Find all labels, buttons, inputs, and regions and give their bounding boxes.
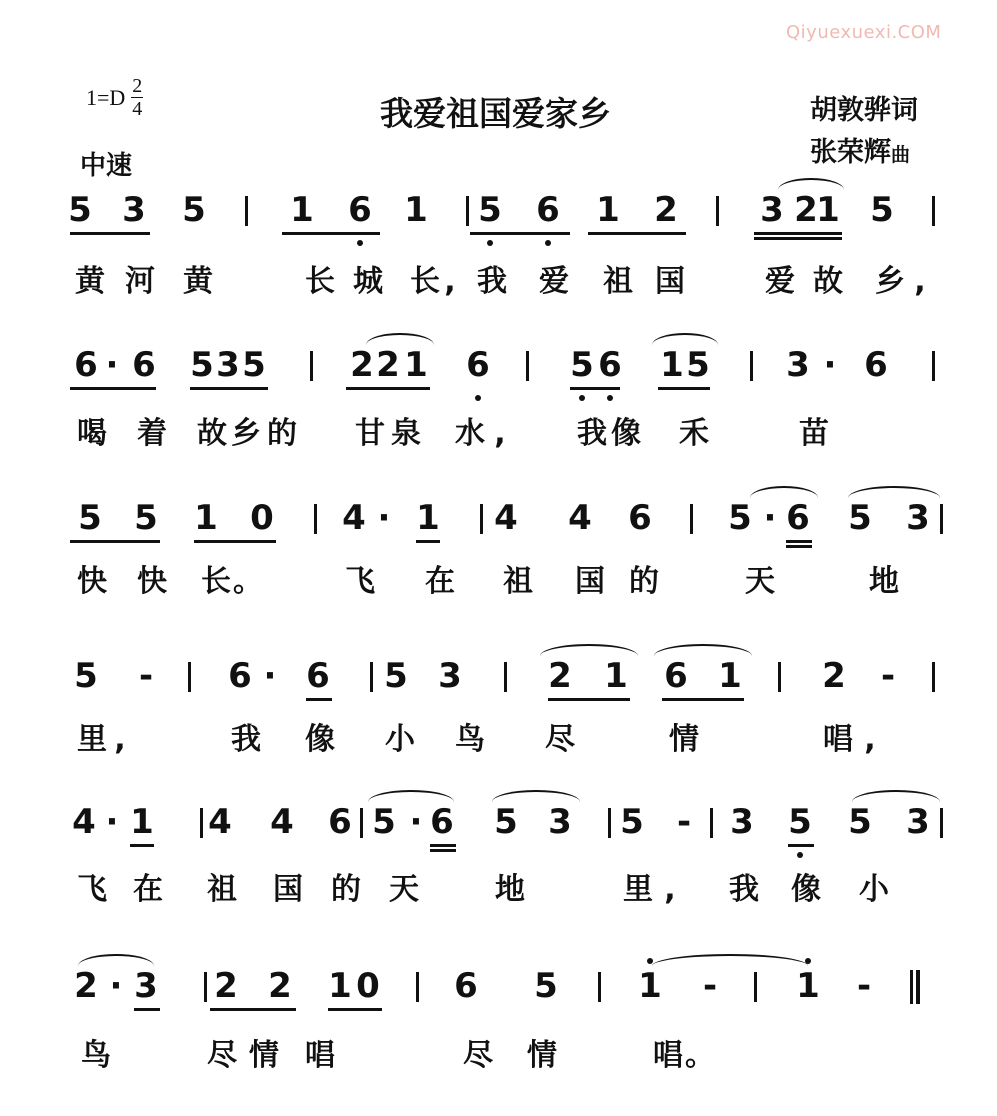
note: 3 (786, 345, 810, 385)
note: 6 (348, 190, 372, 230)
score-line-1 (70, 190, 950, 246)
note: 0 (250, 498, 274, 538)
lyric-char: 。 (233, 564, 263, 599)
hold-dash: - (676, 802, 692, 842)
note: 5 (242, 345, 266, 385)
beam-underline (662, 698, 744, 701)
note: 1 (638, 966, 662, 1006)
note: 6 (628, 498, 652, 538)
hold-dash: - (856, 966, 872, 1006)
note: 1 (194, 498, 218, 538)
beam-underline (306, 698, 332, 701)
lyric-char: 地 (869, 564, 899, 599)
note: 4 (208, 802, 232, 842)
beam-underline (754, 237, 842, 240)
note: 5 (570, 345, 594, 385)
dotted-rhythm: · (377, 498, 391, 538)
barline (608, 808, 611, 838)
lyricist-name: 胡敦骅 (810, 95, 891, 126)
note: 2 (214, 966, 238, 1006)
hold-dash: - (880, 656, 896, 696)
lyric-char: 像 (611, 416, 641, 451)
time-signature-top: 2 (132, 75, 143, 97)
note: 4 (568, 498, 592, 538)
note: 5 (534, 966, 558, 1006)
score-line-6 (70, 966, 950, 1022)
note: 2 (350, 345, 374, 385)
note: 2 (376, 345, 400, 385)
lyric-char: 的 (629, 564, 659, 599)
hold-dash: - (138, 656, 154, 696)
beam-underline (210, 1008, 296, 1011)
barline (360, 808, 363, 838)
beam-underline (588, 232, 686, 235)
lyric-char: 祖 (207, 872, 237, 907)
dotted-rhythm: · (263, 656, 277, 696)
slur-arc (652, 333, 718, 345)
barline (754, 972, 757, 1002)
song-title: 我爱祖国爱家乡 (380, 94, 611, 133)
lyric-char: 故 (813, 264, 843, 299)
note: 6 (598, 345, 622, 385)
note: 5 (848, 802, 872, 842)
barline (778, 662, 781, 692)
beam-underline (194, 540, 276, 543)
beam-underline (416, 540, 440, 543)
note: 3 (548, 802, 572, 842)
lyric-char: 情 (527, 1038, 557, 1073)
note: 3 (906, 802, 930, 842)
lyric-char: 在 (133, 872, 163, 907)
lyric-char: 我 (577, 416, 607, 451)
note: 6 (864, 345, 888, 385)
lyric-char: 尽 (463, 1038, 493, 1073)
lyric-char: 黄 (183, 264, 213, 299)
beam-underline (788, 844, 814, 847)
barline (188, 662, 191, 692)
lyric-char: 我 (729, 872, 759, 907)
lyric-char: 苗 (799, 416, 829, 451)
beam-underline (282, 232, 380, 235)
lower-octave-dot (357, 240, 363, 246)
lyric-char: , (444, 264, 456, 299)
lyric-char: 黄 (75, 264, 105, 299)
lyricist-suffix: 词 (891, 95, 918, 126)
lyric-char: 唱 (653, 1038, 683, 1073)
beam-underline (70, 232, 150, 235)
note: 6 (132, 345, 156, 385)
lower-octave-dot (607, 395, 613, 401)
note: 3 (216, 345, 240, 385)
note: 6 (536, 190, 560, 230)
lyric-line-1 (70, 262, 950, 302)
barline (480, 504, 483, 534)
note: 1 (130, 802, 154, 842)
note: 0 (356, 966, 380, 1006)
slur-arc (654, 644, 752, 656)
note: 5 (182, 190, 206, 230)
lyric-char: 小 (385, 722, 415, 757)
composer-credit (810, 130, 910, 169)
beam-underline (470, 232, 570, 235)
note: 1 (416, 498, 440, 538)
lower-octave-dot (545, 240, 551, 246)
note: 6 (664, 656, 688, 696)
barline (716, 196, 719, 226)
lyric-char: 河 (125, 264, 155, 299)
note: 2 (822, 656, 846, 696)
lyric-char: 鸟 (455, 722, 485, 757)
lyric-line-6 (70, 1036, 950, 1076)
dotted-rhythm: · (409, 802, 423, 842)
beam-underline (70, 540, 160, 543)
note: 6 (430, 802, 454, 842)
beam-underline (346, 387, 430, 390)
note: 6 (328, 802, 352, 842)
slur-arc (368, 790, 454, 802)
composer-name: 张荣辉 (810, 137, 891, 168)
note: 5 (74, 656, 98, 696)
note: 2 (548, 656, 572, 696)
time-signature-bottom: 4 (132, 98, 143, 120)
lyric-char: 小 (859, 872, 889, 907)
note: 6 (306, 656, 330, 696)
lyric-char: 泉 (391, 416, 421, 451)
dotted-rhythm: · (823, 345, 837, 385)
slur-arc (852, 790, 940, 802)
beam-underline (754, 232, 842, 235)
lyric-char: 禾 (679, 416, 709, 451)
beam-underline (430, 844, 456, 847)
note: 6 (74, 345, 98, 385)
dotted-rhythm: · (105, 345, 119, 385)
barline (932, 196, 935, 226)
slur-arc (778, 178, 844, 190)
barline (245, 196, 248, 226)
note: 1 (796, 966, 820, 1006)
note: 2 (268, 966, 292, 1006)
key-signature (86, 76, 143, 119)
lyric-line-3 (70, 562, 950, 602)
note: 5 (78, 498, 102, 538)
lyric-char: 乡 (875, 264, 905, 299)
barline (940, 808, 943, 838)
barline (370, 662, 373, 692)
note: 5 (728, 498, 752, 538)
note: 2 (794, 190, 818, 230)
note: 5 (68, 190, 92, 230)
note: 1 (660, 345, 684, 385)
lyric-char: 乡 (231, 416, 261, 451)
lyric-char: 国 (273, 872, 303, 907)
barline (504, 662, 507, 692)
note: 5 (870, 190, 894, 230)
lyric-char: 喝 (77, 416, 107, 451)
beam-underline (130, 844, 154, 847)
dotted-rhythm: · (763, 498, 777, 538)
note: 1 (816, 190, 840, 230)
score-line-4 (70, 656, 950, 712)
barline (204, 972, 207, 1002)
beam-underline (548, 698, 630, 701)
lyric-char: 甘 (355, 416, 385, 451)
lyric-char: 快 (137, 564, 167, 599)
note: 1 (604, 656, 628, 696)
barline (466, 196, 469, 226)
lyric-char: 尽 (207, 1038, 237, 1073)
slur-arc (750, 486, 818, 498)
lyric-char: 爱 (765, 264, 795, 299)
note: 5 (848, 498, 872, 538)
slur-arc (492, 790, 580, 802)
key-label: 1=D (86, 84, 126, 110)
lyric-char: 故 (197, 416, 227, 451)
lower-octave-dot (475, 395, 481, 401)
note: 4 (72, 802, 96, 842)
beam-underline (430, 849, 456, 852)
lyric-char: 情 (669, 722, 699, 757)
beam-underline (658, 387, 710, 390)
lower-octave-dot (579, 395, 585, 401)
barline (932, 662, 935, 692)
note: 4 (270, 802, 294, 842)
lower-octave-dot (797, 852, 803, 858)
lyric-char: 唱 (823, 722, 853, 757)
lyric-char: 在 (425, 564, 455, 599)
barline (932, 351, 935, 381)
barline (416, 972, 419, 1002)
beam-underline (786, 540, 812, 543)
note: 5 (494, 802, 518, 842)
lyric-char: 天 (389, 872, 419, 907)
note: 5 (190, 345, 214, 385)
note: 1 (328, 966, 352, 1006)
score-line-5 (70, 802, 950, 858)
lyric-char: 飞 (77, 872, 107, 907)
slur-arc (848, 486, 940, 498)
note: 2 (654, 190, 678, 230)
barline (940, 504, 943, 534)
note: 2 (74, 966, 98, 1006)
score-line-2 (70, 345, 950, 401)
composer-suffix: 曲 (891, 144, 911, 166)
lyric-char: 像 (791, 872, 821, 907)
barline (200, 808, 203, 838)
lyric-char: 的 (267, 416, 297, 451)
lyric-char: 祖 (503, 564, 533, 599)
lyric-char: , (914, 264, 926, 299)
note: 6 (786, 498, 810, 538)
lyric-char: , (114, 722, 126, 757)
lyric-line-5 (70, 870, 950, 910)
note: 3 (760, 190, 784, 230)
score-line-3 (70, 498, 950, 554)
beam-underline (786, 545, 812, 548)
lyric-char: , (864, 722, 876, 757)
lyric-line-4 (70, 720, 950, 760)
note: 5 (788, 802, 812, 842)
note: 5 (620, 802, 644, 842)
note: 5 (372, 802, 396, 842)
dotted-rhythm: · (109, 966, 123, 1006)
note: 1 (290, 190, 314, 230)
lower-octave-dot (487, 240, 493, 246)
lyric-char: 里 (623, 872, 653, 907)
note: 3 (122, 190, 146, 230)
note: 3 (438, 656, 462, 696)
lyric-char: 像 (305, 722, 335, 757)
slur-arc (366, 333, 434, 345)
lyric-line-2 (70, 414, 950, 454)
note: 3 (730, 802, 754, 842)
beam-underline (570, 387, 620, 390)
lyric-char: 地 (495, 872, 525, 907)
lyric-char: 天 (745, 564, 775, 599)
lyric-char: 快 (77, 564, 107, 599)
slur-arc (78, 954, 154, 966)
lyricist-credit (810, 88, 918, 127)
watermark-text: Qiyuexuexi.COM (786, 22, 942, 43)
note: 1 (404, 345, 428, 385)
note: 6 (466, 345, 490, 385)
beam-underline (70, 387, 156, 390)
note: 4 (342, 498, 366, 538)
lyric-char: 鸟 (81, 1038, 111, 1073)
lyric-char: 国 (655, 264, 685, 299)
lyric-char: , (494, 416, 506, 451)
barline (314, 504, 317, 534)
tempo-marking: 中速 (80, 151, 133, 181)
lyric-char: 。 (685, 1038, 715, 1073)
barline (710, 808, 713, 838)
note: 5 (384, 656, 408, 696)
barline (690, 504, 693, 534)
lyric-char: 长 (201, 564, 231, 599)
note: 5 (134, 498, 158, 538)
note: 6 (228, 656, 252, 696)
lyric-char: , (664, 872, 676, 907)
note: 3 (906, 498, 930, 538)
hold-dash: - (702, 966, 718, 1006)
barline (310, 351, 313, 381)
lyric-char: 水 (455, 416, 485, 451)
note: 3 (134, 966, 158, 1006)
barline (750, 351, 753, 381)
lyric-char: 飞 (345, 564, 375, 599)
time-signature (131, 76, 143, 119)
note: 5 (478, 190, 502, 230)
note: 1 (596, 190, 620, 230)
lyric-char: 我 (477, 264, 507, 299)
slur-arc (652, 954, 808, 966)
beam-underline (328, 1008, 382, 1011)
lyric-char: 的 (331, 872, 361, 907)
lyric-char: 长 (305, 264, 335, 299)
lyric-char: 情 (249, 1038, 279, 1073)
note: 1 (718, 656, 742, 696)
note: 1 (404, 190, 428, 230)
slur-arc (540, 644, 638, 656)
lyric-char: 唱 (305, 1038, 335, 1073)
barline (598, 972, 601, 1002)
note: 6 (454, 966, 478, 1006)
lyric-char: 爱 (539, 264, 569, 299)
lyric-char: 国 (575, 564, 605, 599)
note: 5 (686, 345, 710, 385)
beam-underline (134, 1008, 160, 1011)
lyric-char: 长 (410, 264, 440, 299)
lyric-char: 着 (137, 416, 167, 451)
final-barline (910, 970, 920, 1004)
lyric-char: 我 (231, 722, 261, 757)
barline (526, 351, 529, 381)
lyric-char: 里 (77, 722, 107, 757)
lyric-char: 城 (353, 264, 383, 299)
dotted-rhythm: · (105, 802, 119, 842)
lyric-char: 祖 (603, 264, 633, 299)
beam-underline (190, 387, 268, 390)
note: 4 (494, 498, 518, 538)
lyric-char: 尽 (545, 722, 575, 757)
